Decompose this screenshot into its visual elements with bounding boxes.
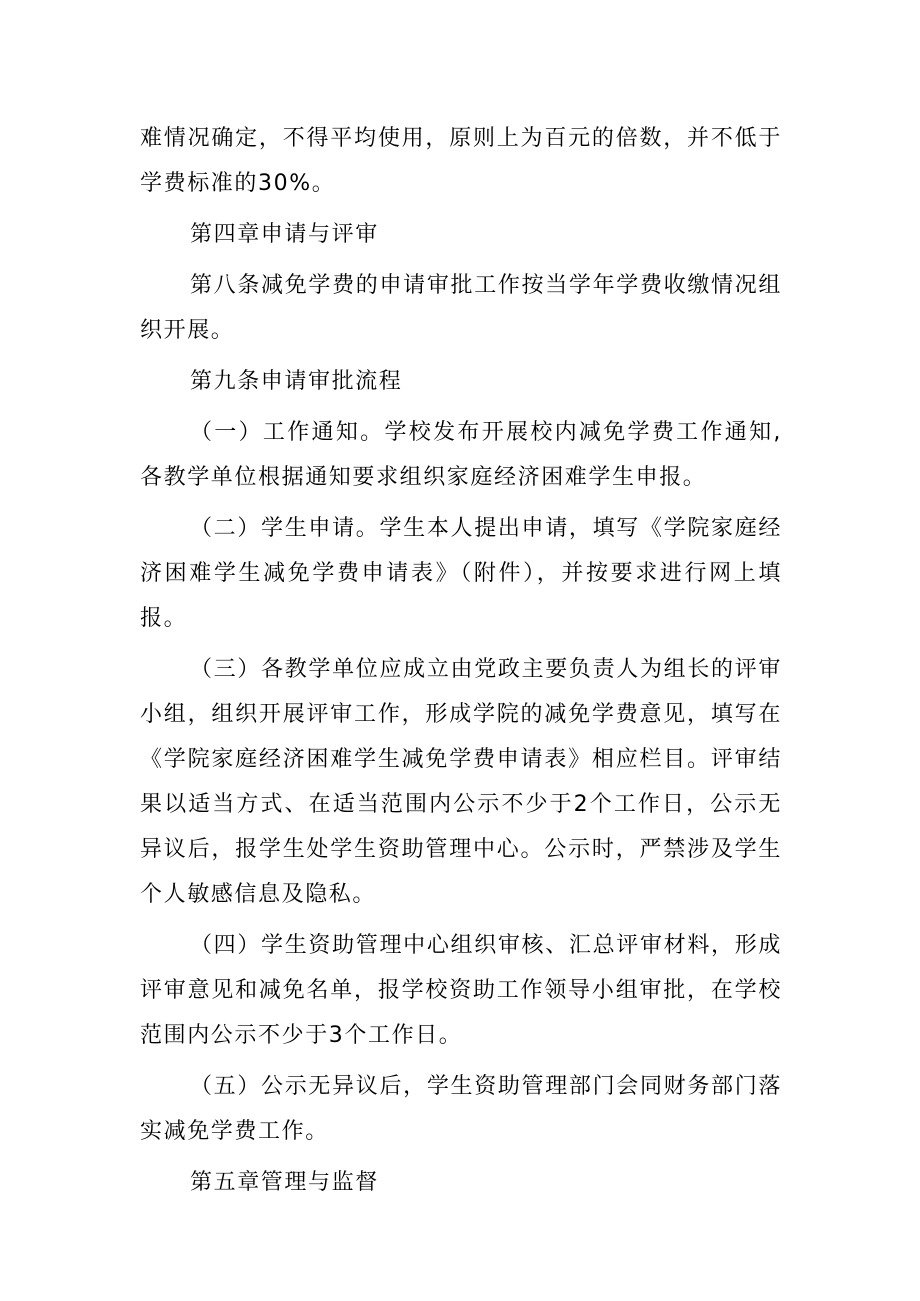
procedure-item-3: （三）各教学单位应成立由党政主要负责人为组长的评审小组，组织开展评审工作，形成学院的减免学费意见，填写在《学院家庭经济困难学生减免学费申请表》相应栏目。评审结果以适当方式、在适当范围内公示不少于2个工作日，公示无异议后，报学生处学生资助管理中心。公示时，严禁涉及学生个人敏感信息及隐私。: [140, 657, 782, 907]
procedure-item-5: （五）公示无异议后，学生资助管理部门会同财务部门落实减免学费工作。: [140, 1074, 782, 1144]
procedure-item-1: （一）工作通知。学校发布开展校内减免学费工作通知,各教学单位根据通知要求组织家庭经济困难学生申报。: [140, 420, 782, 490]
paragraph-continuation: 难情况确定，不得平均使用，原则上为百元的倍数，并不低于学费标准的30%。: [140, 126, 782, 196]
article-8: 第八条减免学费的申请审批工作按当学年学费收缴情况组织开展。: [140, 273, 782, 343]
procedure-item-4: （四）学生资助管理中心组织审核、汇总评审材料，形成评审意见和减免名单，报学校资助工作领导小组审批，在学校范围内公示不少于3个工作日。: [140, 933, 782, 1048]
document-body: [140, 116, 782, 1205]
chapter-heading-5: 第五章管理与监督: [190, 1170, 379, 1195]
chapter-heading-4: 第四章申请与评审: [190, 222, 379, 247]
procedure-item-2: （二）学生申请。学生本人提出申请，填写《学院家庭经济困难学生减免学费申请表》（附件），并按要求进行网上填报。: [140, 516, 782, 631]
article-9-heading: 第九条申请审批流程: [190, 369, 403, 394]
